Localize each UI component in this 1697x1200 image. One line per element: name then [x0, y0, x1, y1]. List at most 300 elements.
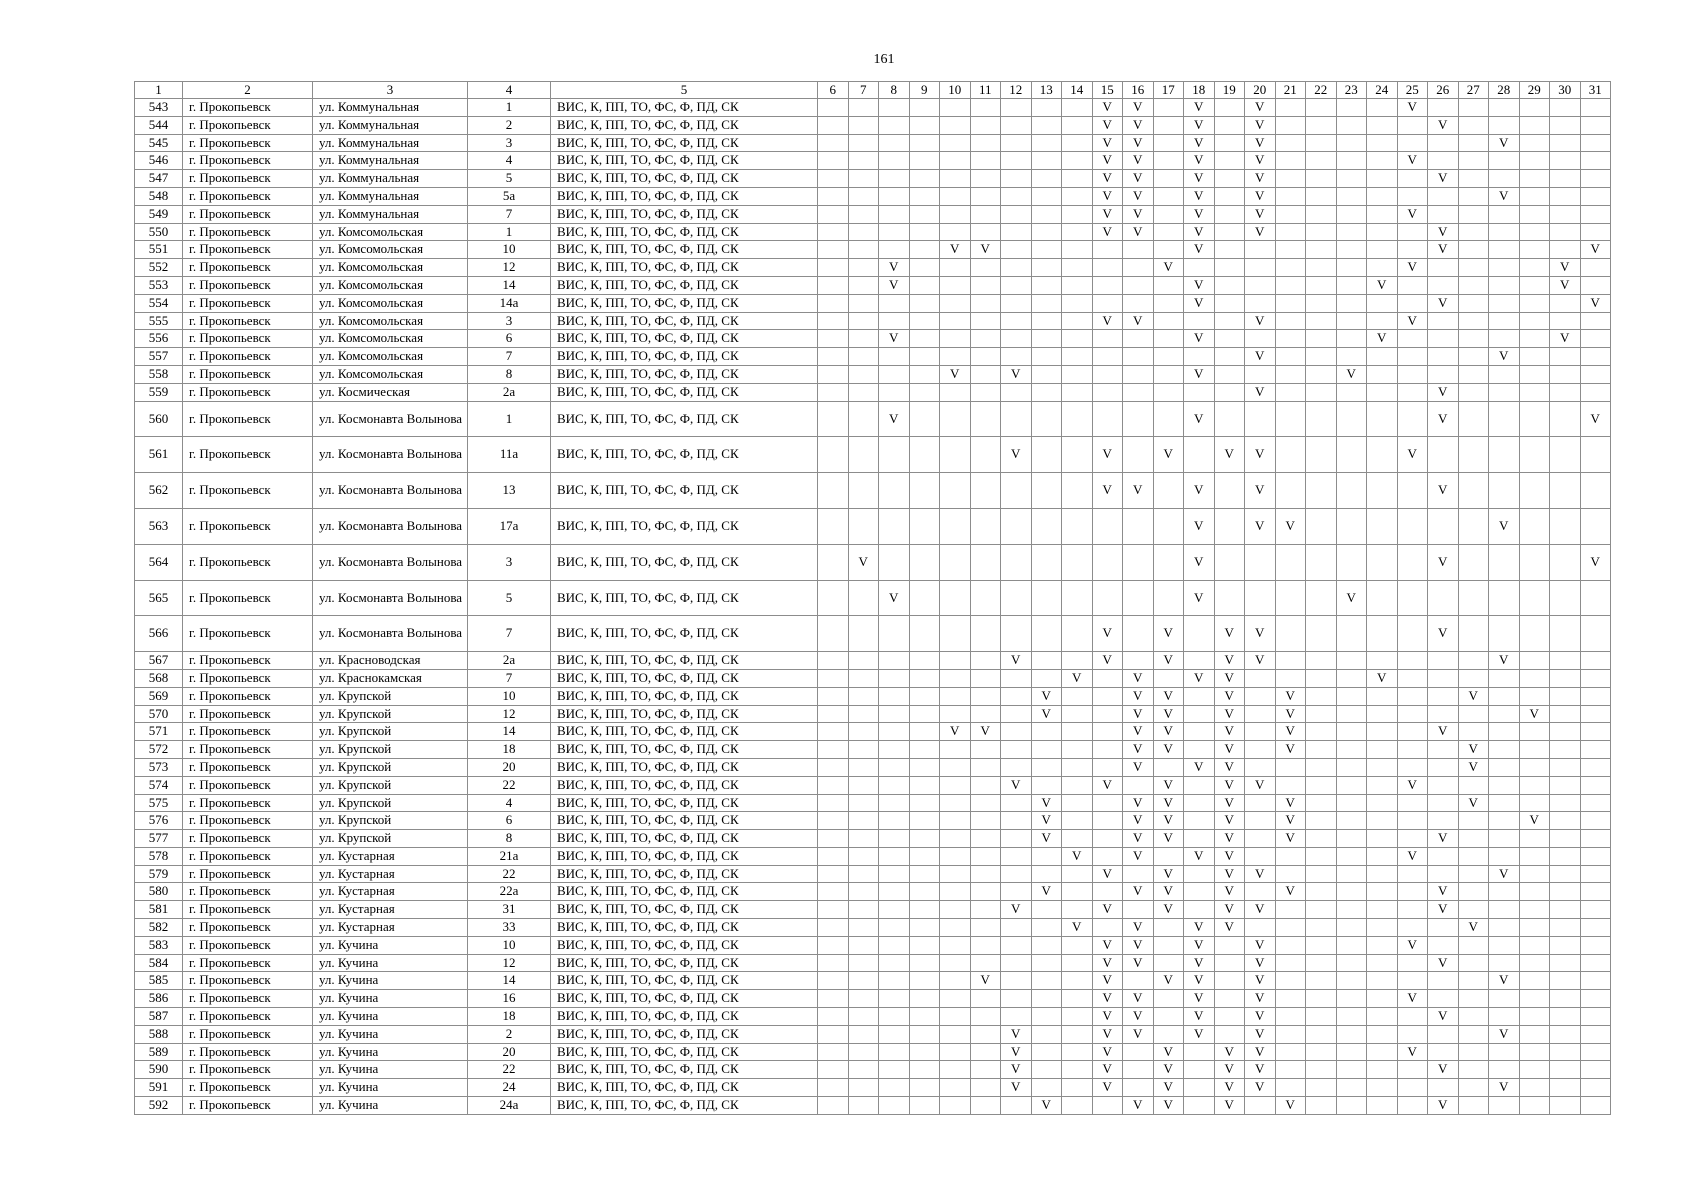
- mark-cell-col-12: [1001, 401, 1032, 437]
- mark-cell-col-31: [1580, 383, 1611, 401]
- mark-cell-col-18: [1184, 383, 1215, 401]
- city-cell: г. Прокопьевск: [183, 276, 313, 294]
- mark-cell-col-22: [1306, 936, 1337, 954]
- city-cell: г. Прокопьевск: [183, 259, 313, 277]
- mark-cell-col-7: [848, 616, 879, 652]
- mark-cell-col-14: [1062, 865, 1093, 883]
- mark-cell-col-19: [1214, 936, 1245, 954]
- row-number: 545: [135, 134, 183, 152]
- mark-cell-col-11: [970, 294, 1001, 312]
- mark-cell-col-29: [1519, 580, 1550, 616]
- mark-cell-col-15: V: [1092, 1079, 1123, 1097]
- mark-cell-col-10: [940, 812, 971, 830]
- mark-cell-col-26: [1428, 276, 1459, 294]
- mark-cell-col-31: [1580, 312, 1611, 330]
- mark-cell-col-21: [1275, 1079, 1306, 1097]
- work-types-cell: ВИС, К, ПП, ТО, ФС, Ф, ПД, СК: [551, 152, 818, 170]
- mark-cell-col-30: [1550, 812, 1581, 830]
- mark-cell-col-17: V: [1153, 723, 1184, 741]
- mark-cell-col-24: [1367, 794, 1398, 812]
- mark-cell-col-17: [1153, 134, 1184, 152]
- mark-cell-col-31: [1580, 794, 1611, 812]
- mark-cell-col-25: V: [1397, 437, 1428, 473]
- city-cell: г. Прокопьевск: [183, 919, 313, 937]
- mark-cell-col-15: V: [1092, 152, 1123, 170]
- mark-cell-col-22: [1306, 544, 1337, 580]
- mark-cell-col-7: [848, 1097, 879, 1115]
- table-row: [135, 830, 1611, 848]
- mark-cell-col-31: [1580, 758, 1611, 776]
- mark-cell-col-24: [1367, 901, 1398, 919]
- mark-cell-col-10: [940, 847, 971, 865]
- mark-cell-col-7: [848, 883, 879, 901]
- mark-cell-col-30: [1550, 152, 1581, 170]
- mark-cell-col-8: [879, 1025, 910, 1043]
- mark-cell-col-19: [1214, 990, 1245, 1008]
- mark-cell-col-11: [970, 954, 1001, 972]
- mark-cell-col-28: [1489, 170, 1520, 188]
- mark-cell-col-28: [1489, 544, 1520, 580]
- mark-cell-col-24: V: [1367, 330, 1398, 348]
- mark-cell-col-12: [1001, 705, 1032, 723]
- mark-cell-col-12: [1001, 187, 1032, 205]
- mark-cell-col-17: [1153, 241, 1184, 259]
- mark-cell-col-22: [1306, 1097, 1337, 1115]
- mark-cell-col-10: [940, 1025, 971, 1043]
- mark-cell-col-27: [1458, 705, 1489, 723]
- house-cell: 14а: [468, 294, 551, 312]
- mark-cell-col-6: [818, 954, 849, 972]
- mark-cell-col-27: [1458, 883, 1489, 901]
- mark-cell-col-6: [818, 241, 849, 259]
- mark-cell-col-18: [1184, 794, 1215, 812]
- mark-cell-col-12: [1001, 758, 1032, 776]
- mark-cell-col-19: [1214, 972, 1245, 990]
- mark-cell-col-22: [1306, 259, 1337, 277]
- mark-cell-col-6: [818, 776, 849, 794]
- row-number: 546: [135, 152, 183, 170]
- mark-cell-col-27: [1458, 1043, 1489, 1061]
- mark-cell-col-17: [1153, 170, 1184, 188]
- work-types-cell: ВИС, К, ПП, ТО, ФС, Ф, ПД, СК: [551, 776, 818, 794]
- mark-cell-col-19: V: [1214, 669, 1245, 687]
- city-cell: г. Прокопьевск: [183, 170, 313, 188]
- mark-cell-col-23: [1336, 437, 1367, 473]
- mark-cell-col-25: [1397, 616, 1428, 652]
- mark-cell-col-8: [879, 972, 910, 990]
- mark-cell-col-10: V: [940, 365, 971, 383]
- column-header-9: 9: [909, 82, 940, 99]
- table-row: [135, 1061, 1611, 1079]
- mark-cell-col-7: [848, 241, 879, 259]
- house-cell: 33: [468, 919, 551, 937]
- mark-cell-col-26: V: [1428, 170, 1459, 188]
- city-cell: г. Прокопьевск: [183, 652, 313, 670]
- city-cell: г. Прокопьевск: [183, 312, 313, 330]
- mark-cell-col-14: [1062, 205, 1093, 223]
- mark-cell-col-8: [879, 152, 910, 170]
- city-cell: г. Прокопьевск: [183, 794, 313, 812]
- mark-cell-col-25: V: [1397, 990, 1428, 1008]
- mark-cell-col-23: [1336, 348, 1367, 366]
- mark-cell-col-7: [848, 1025, 879, 1043]
- mark-cell-col-19: [1214, 241, 1245, 259]
- mark-cell-col-28: V: [1489, 652, 1520, 670]
- mark-cell-col-14: [1062, 1043, 1093, 1061]
- mark-cell-col-27: [1458, 723, 1489, 741]
- mark-cell-col-22: [1306, 241, 1337, 259]
- mark-cell-col-12: [1001, 936, 1032, 954]
- mark-cell-col-8: [879, 919, 910, 937]
- mark-cell-col-16: V: [1123, 936, 1154, 954]
- mark-cell-col-27: [1458, 1008, 1489, 1026]
- mark-cell-col-31: [1580, 437, 1611, 473]
- mark-cell-col-13: [1031, 954, 1062, 972]
- mark-cell-col-22: [1306, 312, 1337, 330]
- mark-cell-col-12: [1001, 259, 1032, 277]
- mark-cell-col-25: [1397, 652, 1428, 670]
- mark-cell-col-8: [879, 794, 910, 812]
- street-cell: ул. Коммунальная: [313, 99, 468, 117]
- mark-cell-col-11: [970, 883, 1001, 901]
- mark-cell-col-21: V: [1275, 723, 1306, 741]
- mark-cell-col-22: [1306, 652, 1337, 670]
- mark-cell-col-9: [909, 865, 940, 883]
- mark-cell-col-10: [940, 294, 971, 312]
- mark-cell-col-17: [1153, 383, 1184, 401]
- mark-cell-col-14: V: [1062, 669, 1093, 687]
- mark-cell-col-8: [879, 901, 910, 919]
- mark-cell-col-17: V: [1153, 705, 1184, 723]
- mark-cell-col-15: V: [1092, 865, 1123, 883]
- mark-cell-col-27: [1458, 954, 1489, 972]
- mark-cell-col-15: V: [1092, 1043, 1123, 1061]
- mark-cell-col-22: [1306, 741, 1337, 759]
- mark-cell-col-9: [909, 170, 940, 188]
- mark-cell-col-13: V: [1031, 794, 1062, 812]
- mark-cell-col-8: [879, 723, 910, 741]
- mark-cell-col-19: V: [1214, 794, 1245, 812]
- mark-cell-col-10: [940, 580, 971, 616]
- street-cell: ул. Кучина: [313, 972, 468, 990]
- mark-cell-col-30: [1550, 508, 1581, 544]
- mark-cell-col-12: [1001, 723, 1032, 741]
- city-cell: г. Прокопьевск: [183, 883, 313, 901]
- row-number: 578: [135, 847, 183, 865]
- mark-cell-col-12: [1001, 830, 1032, 848]
- mark-cell-col-13: [1031, 241, 1062, 259]
- mark-cell-col-12: V: [1001, 365, 1032, 383]
- mark-cell-col-11: [970, 741, 1001, 759]
- mark-cell-col-19: [1214, 152, 1245, 170]
- mark-cell-col-23: V: [1336, 580, 1367, 616]
- mark-cell-col-22: [1306, 1043, 1337, 1061]
- street-cell: ул. Космонавта Волынова: [313, 580, 468, 616]
- mark-cell-col-16: V: [1123, 990, 1154, 1008]
- mark-cell-col-17: V: [1153, 794, 1184, 812]
- mark-cell-col-8: [879, 134, 910, 152]
- mark-cell-col-29: [1519, 687, 1550, 705]
- work-types-cell: ВИС, К, ПП, ТО, ФС, Ф, ПД, СК: [551, 705, 818, 723]
- mark-cell-col-20: [1245, 294, 1276, 312]
- mark-cell-col-27: [1458, 134, 1489, 152]
- mark-cell-col-30: [1550, 205, 1581, 223]
- mark-cell-col-9: [909, 365, 940, 383]
- mark-cell-col-29: [1519, 365, 1550, 383]
- mark-cell-col-21: [1275, 919, 1306, 937]
- column-header-20: 20: [1245, 82, 1276, 99]
- mark-cell-col-10: [940, 544, 971, 580]
- mark-cell-col-29: [1519, 901, 1550, 919]
- mark-cell-col-31: [1580, 99, 1611, 117]
- mark-cell-col-6: [818, 990, 849, 1008]
- street-cell: ул. Кучина: [313, 1008, 468, 1026]
- house-cell: 20: [468, 1043, 551, 1061]
- mark-cell-col-28: V: [1489, 1079, 1520, 1097]
- mark-cell-col-15: V: [1092, 312, 1123, 330]
- mark-cell-col-16: [1123, 383, 1154, 401]
- mark-cell-col-13: [1031, 223, 1062, 241]
- work-types-cell: ВИС, К, ПП, ТО, ФС, Ф, ПД, СК: [551, 187, 818, 205]
- mark-cell-col-27: [1458, 170, 1489, 188]
- mark-cell-col-19: [1214, 954, 1245, 972]
- mark-cell-col-13: [1031, 847, 1062, 865]
- mark-cell-col-20: [1245, 241, 1276, 259]
- row-number: 572: [135, 741, 183, 759]
- city-cell: г. Прокопьевск: [183, 1043, 313, 1061]
- mark-cell-col-16: V: [1123, 187, 1154, 205]
- mark-cell-col-14: [1062, 1008, 1093, 1026]
- mark-cell-col-11: [970, 1079, 1001, 1097]
- mark-cell-col-29: [1519, 187, 1550, 205]
- mark-cell-col-11: [970, 847, 1001, 865]
- mark-cell-col-6: [818, 936, 849, 954]
- table-row: [135, 687, 1611, 705]
- mark-cell-col-24: [1367, 1008, 1398, 1026]
- mark-cell-col-20: V: [1245, 990, 1276, 1008]
- mark-cell-col-18: V: [1184, 847, 1215, 865]
- mark-cell-col-20: V: [1245, 152, 1276, 170]
- street-cell: ул. Космонавта Волынова: [313, 616, 468, 652]
- table-row: [135, 223, 1611, 241]
- mark-cell-col-24: [1367, 652, 1398, 670]
- mark-cell-col-14: [1062, 990, 1093, 1008]
- mark-cell-col-29: [1519, 847, 1550, 865]
- mark-cell-col-22: [1306, 830, 1337, 848]
- house-cell: 10: [468, 936, 551, 954]
- mark-cell-col-17: [1153, 205, 1184, 223]
- mark-cell-col-13: V: [1031, 687, 1062, 705]
- mark-cell-col-8: [879, 205, 910, 223]
- table-row: [135, 348, 1611, 366]
- mark-cell-col-6: [818, 1097, 849, 1115]
- mark-cell-col-28: [1489, 723, 1520, 741]
- city-cell: г. Прокопьевск: [183, 116, 313, 134]
- table-row: [135, 705, 1611, 723]
- mark-cell-col-22: [1306, 152, 1337, 170]
- mark-cell-col-13: [1031, 1079, 1062, 1097]
- city-cell: г. Прокопьевск: [183, 580, 313, 616]
- mark-cell-col-27: [1458, 152, 1489, 170]
- mark-cell-col-20: V: [1245, 437, 1276, 473]
- mark-cell-col-8: [879, 241, 910, 259]
- city-cell: г. Прокопьевск: [183, 348, 313, 366]
- mark-cell-col-30: [1550, 865, 1581, 883]
- mark-cell-col-8: [879, 990, 910, 1008]
- mark-cell-col-13: [1031, 1043, 1062, 1061]
- mark-cell-col-9: [909, 847, 940, 865]
- mark-cell-col-30: [1550, 437, 1581, 473]
- mark-cell-col-25: [1397, 1061, 1428, 1079]
- mark-cell-col-20: V: [1245, 1008, 1276, 1026]
- mark-cell-col-24: [1367, 437, 1398, 473]
- mark-cell-col-11: V: [970, 972, 1001, 990]
- mark-cell-col-20: [1245, 259, 1276, 277]
- mark-cell-col-30: [1550, 687, 1581, 705]
- row-number: 567: [135, 652, 183, 670]
- mark-cell-col-21: [1275, 972, 1306, 990]
- mark-cell-col-15: V: [1092, 776, 1123, 794]
- mark-cell-col-15: [1092, 294, 1123, 312]
- mark-cell-col-23: [1336, 312, 1367, 330]
- street-cell: ул. Краснокамская: [313, 669, 468, 687]
- mark-cell-col-6: [818, 401, 849, 437]
- mark-cell-col-15: V: [1092, 170, 1123, 188]
- mark-cell-col-18: [1184, 348, 1215, 366]
- mark-cell-col-13: [1031, 741, 1062, 759]
- mark-cell-col-8: [879, 705, 910, 723]
- city-cell: г. Прокопьевск: [183, 830, 313, 848]
- mark-cell-col-19: V: [1214, 1061, 1245, 1079]
- table-row: [135, 794, 1611, 812]
- mark-cell-col-12: [1001, 883, 1032, 901]
- mark-cell-col-29: [1519, 741, 1550, 759]
- mark-cell-col-24: [1367, 812, 1398, 830]
- row-number: 561: [135, 437, 183, 473]
- mark-cell-col-8: [879, 99, 910, 117]
- mark-cell-col-22: [1306, 723, 1337, 741]
- mark-cell-col-16: V: [1123, 705, 1154, 723]
- mark-cell-col-13: [1031, 348, 1062, 366]
- mark-cell-col-8: [879, 741, 910, 759]
- mark-cell-col-19: [1214, 170, 1245, 188]
- mark-cell-col-21: [1275, 437, 1306, 473]
- mark-cell-col-16: [1123, 401, 1154, 437]
- mark-cell-col-29: [1519, 508, 1550, 544]
- column-header-17: 17: [1153, 82, 1184, 99]
- mark-cell-col-27: [1458, 383, 1489, 401]
- mark-cell-col-21: [1275, 1043, 1306, 1061]
- mark-cell-col-15: V: [1092, 652, 1123, 670]
- mark-cell-col-29: [1519, 954, 1550, 972]
- table-row: [135, 883, 1611, 901]
- mark-cell-col-6: [818, 223, 849, 241]
- row-number: 582: [135, 919, 183, 937]
- mark-cell-col-10: [940, 687, 971, 705]
- mark-cell-col-28: [1489, 990, 1520, 1008]
- mark-cell-col-30: [1550, 241, 1581, 259]
- mark-cell-col-14: [1062, 348, 1093, 366]
- mark-cell-col-29: [1519, 276, 1550, 294]
- mark-cell-col-24: [1367, 705, 1398, 723]
- mark-cell-col-15: V: [1092, 990, 1123, 1008]
- mark-cell-col-15: [1092, 758, 1123, 776]
- mark-cell-col-30: [1550, 116, 1581, 134]
- mark-cell-col-15: [1092, 580, 1123, 616]
- house-cell: 2а: [468, 383, 551, 401]
- mark-cell-col-7: [848, 919, 879, 937]
- mark-cell-col-19: [1214, 348, 1245, 366]
- mark-cell-col-9: [909, 883, 940, 901]
- mark-cell-col-24: [1367, 1061, 1398, 1079]
- mark-cell-col-13: [1031, 276, 1062, 294]
- mark-cell-col-8: [879, 1097, 910, 1115]
- table-row: [135, 365, 1611, 383]
- mark-cell-col-24: [1367, 152, 1398, 170]
- work-types-cell: ВИС, К, ПП, ТО, ФС, Ф, ПД, СК: [551, 348, 818, 366]
- mark-cell-col-24: V: [1367, 669, 1398, 687]
- mark-cell-col-15: V: [1092, 954, 1123, 972]
- mark-cell-col-15: V: [1092, 1008, 1123, 1026]
- street-cell: ул. Космонавта Волынова: [313, 401, 468, 437]
- mark-cell-col-24: [1367, 205, 1398, 223]
- mark-cell-col-7: [848, 312, 879, 330]
- mark-cell-col-30: [1550, 580, 1581, 616]
- mark-cell-col-31: [1580, 1079, 1611, 1097]
- mark-cell-col-11: [970, 508, 1001, 544]
- mark-cell-col-13: V: [1031, 883, 1062, 901]
- house-cell: 2а: [468, 652, 551, 670]
- work-types-cell: ВИС, К, ПП, ТО, ФС, Ф, ПД, СК: [551, 901, 818, 919]
- mark-cell-col-21: [1275, 116, 1306, 134]
- mark-cell-col-27: V: [1458, 758, 1489, 776]
- mark-cell-col-20: [1245, 794, 1276, 812]
- mark-cell-col-28: [1489, 936, 1520, 954]
- mark-cell-col-14: [1062, 723, 1093, 741]
- mark-cell-col-31: [1580, 152, 1611, 170]
- mark-cell-col-27: [1458, 241, 1489, 259]
- mark-cell-col-8: [879, 116, 910, 134]
- mark-cell-col-24: [1367, 1043, 1398, 1061]
- city-cell: г. Прокопьевск: [183, 776, 313, 794]
- table-row: [135, 312, 1611, 330]
- house-cell: 10: [468, 687, 551, 705]
- mark-cell-col-26: [1428, 972, 1459, 990]
- mark-cell-col-23: [1336, 401, 1367, 437]
- mark-cell-col-21: [1275, 152, 1306, 170]
- mark-cell-col-23: [1336, 1025, 1367, 1043]
- mark-cell-col-26: [1428, 205, 1459, 223]
- street-cell: ул. Космонавта Волынова: [313, 508, 468, 544]
- mark-cell-col-21: [1275, 99, 1306, 117]
- mark-cell-col-21: [1275, 276, 1306, 294]
- mark-cell-col-13: [1031, 312, 1062, 330]
- mark-cell-col-12: [1001, 383, 1032, 401]
- mark-cell-col-25: [1397, 1097, 1428, 1115]
- column-header-16: 16: [1123, 82, 1154, 99]
- mark-cell-col-25: [1397, 972, 1428, 990]
- mark-cell-col-9: [909, 1043, 940, 1061]
- mark-cell-col-9: [909, 401, 940, 437]
- mark-cell-col-30: [1550, 954, 1581, 972]
- mark-cell-col-30: V: [1550, 276, 1581, 294]
- mark-cell-col-6: [818, 901, 849, 919]
- mark-cell-col-29: [1519, 1061, 1550, 1079]
- mark-cell-col-27: [1458, 401, 1489, 437]
- mark-cell-col-26: [1428, 936, 1459, 954]
- mark-cell-col-27: [1458, 99, 1489, 117]
- mark-cell-col-25: [1397, 794, 1428, 812]
